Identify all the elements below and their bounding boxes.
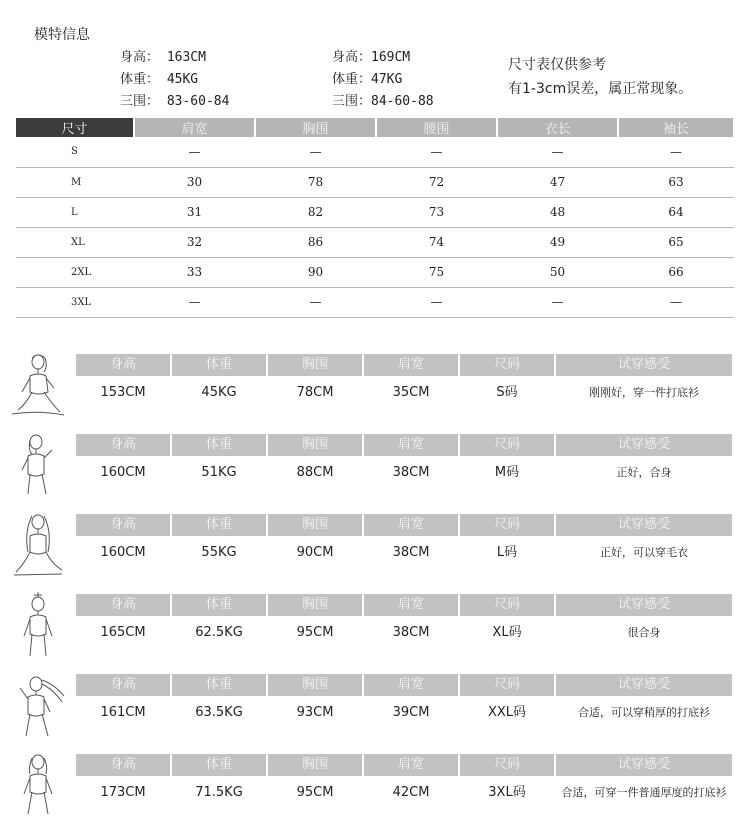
waist-cell: — [376,287,497,317]
model-figure-icon [8,432,68,498]
fit-values [76,540,734,566]
size-note-line1: 尺寸表仅供参考 [508,57,606,73]
shoulder-cell: 30 [134,167,255,197]
header-sleeve: 袖长 [618,118,734,137]
fit-header-chest: 胸围 [268,754,362,776]
header-waist: 腰围 [376,118,497,137]
sleeve-cell: — [618,137,734,167]
fit-weight: 71.5KG [195,785,243,800]
fit-header-feel: 试穿感受 [556,514,732,536]
waist-cell: 72 [376,167,497,197]
sleeve-cell: 66 [618,257,734,287]
fit-header-feel: 试穿感受 [556,594,732,616]
fit-header [76,434,734,456]
fit-header [76,514,734,536]
fit-chest: 90CM [296,545,334,560]
fit-block [0,430,750,502]
fit-shoulder: 38CM [392,625,430,640]
waist-cell: 73 [376,197,497,227]
fit-header-weight: 体重 [172,354,266,376]
model1-weight: 体重： 45KG [120,72,199,87]
size-cell: S [16,137,134,167]
fit-header-chest: 胸围 [268,354,362,376]
fit-header-height: 身高 [76,354,170,376]
fit-block [0,510,750,582]
fit-height: 160CM [100,465,146,480]
fit-values [76,780,734,806]
fit-feel: 刚刚好，穿一件打底衫 [589,386,699,399]
length-cell: — [497,287,618,317]
length-cell: 50 [497,257,618,287]
fit-header-chest: 胸围 [268,594,362,616]
fit-feel: 合适，可以穿稍厚的打底衫 [578,706,710,719]
model1-measurements: 三围： 83-60-84 [120,94,230,109]
model-figure-icon [8,672,68,738]
fit-header-size: 尺码 [460,754,554,776]
fit-weight: 63.5KG [195,705,243,720]
fit-values [76,700,734,726]
fit-header-size: 尺码 [460,354,554,376]
fit-header-shoulder: 肩宽 [364,754,458,776]
fit-feel: 正好，合身 [616,466,672,479]
fit-values [76,460,734,486]
shoulder-cell: — [134,137,255,167]
fit-header-feel: 试穿感受 [556,434,732,456]
size-table-header [16,118,734,137]
fit-header-size: 尺码 [460,594,554,616]
fit-height: 160CM [100,545,146,560]
size-cell: M [16,167,134,197]
fit-feel: 合适，可穿一件普通厚度的打底衫 [561,786,727,799]
fit-header-feel: 试穿感受 [556,354,732,376]
size-cell: 2XL [16,257,134,287]
fit-values [76,620,734,646]
fit-header-chest: 胸围 [268,514,362,536]
header-chest: 胸围 [255,118,376,137]
size-note-line2: 有1-3cm误差，属正常现象。 [508,81,693,97]
sleeve-cell: 63 [618,167,734,197]
fit-weight: 55KG [201,545,237,560]
fit-shoulder: 38CM [392,545,430,560]
model-figure-icon [8,752,68,818]
fit-header-shoulder: 肩宽 [364,434,458,456]
fit-feel: 很合身 [627,626,661,639]
fit-header-chest: 胸围 [268,434,362,456]
chest-cell: 90 [255,257,376,287]
fit-header-feel: 试穿感受 [556,754,732,776]
fit-header-height: 身高 [76,514,170,536]
fit-shoulder: 42CM [392,785,430,800]
fit-header-weight: 体重 [172,594,266,616]
fit-header [76,354,734,376]
fit-height: 173CM [100,785,146,800]
header-shoulder: 肩宽 [134,118,255,137]
fit-header-height: 身高 [76,594,170,616]
fit-header-shoulder: 肩宽 [364,514,458,536]
fit-size: XXL码 [487,705,527,720]
length-cell: 48 [497,197,618,227]
model-figure-icon [8,352,68,418]
size-cell: XL [16,227,134,257]
fit-header [76,754,734,776]
fit-shoulder: 39CM [392,705,430,720]
fit-header-chest: 胸围 [268,674,362,696]
length-cell: 49 [497,227,618,257]
model-figure-icon [8,592,68,658]
table-row [16,287,734,317]
length-cell: — [497,137,618,167]
fit-size: L码 [496,545,518,560]
model2-weight: 体重：47KG [332,72,403,87]
fit-height: 161CM [100,705,146,720]
fit-header-weight: 体重 [172,674,266,696]
fit-chest: 93CM [296,705,334,720]
fit-feel: 正好，可以穿毛衣 [600,546,688,559]
fit-header-feel: 试穿感受 [556,674,732,696]
shoulder-cell: 32 [134,227,255,257]
fit-height: 165CM [100,625,146,640]
fit-header-size: 尺码 [460,674,554,696]
model2-height: 身高：169CM [332,50,411,65]
fit-chest: 88CM [296,465,334,480]
fit-header [76,594,734,616]
fit-header-weight: 体重 [172,754,266,776]
fit-header-size: 尺码 [460,434,554,456]
fit-block [0,350,750,422]
fit-block [0,590,750,662]
fit-size: S码 [496,385,518,400]
header-length: 衣长 [497,118,618,137]
table-row [16,137,734,167]
chest-cell: — [255,287,376,317]
fit-header-shoulder: 肩宽 [364,354,458,376]
chest-cell: — [255,137,376,167]
fit-shoulder: 38CM [392,465,430,480]
waist-cell: 75 [376,257,497,287]
fit-weight: 51KG [201,465,237,480]
shoulder-cell: — [134,287,255,317]
fit-block [0,750,750,822]
model-figure-icon [8,512,68,578]
size-table [16,118,735,318]
model-info-title: 模特信息 [34,27,90,43]
chest-cell: 82 [255,197,376,227]
table-row [16,197,734,227]
chest-cell: 86 [255,227,376,257]
fit-height: 153CM [100,385,146,400]
sleeve-cell: 65 [618,227,734,257]
fit-chest: 95CM [296,625,334,640]
fit-shoulder: 35CM [392,385,430,400]
fit-header-height: 身高 [76,674,170,696]
length-cell: 47 [497,167,618,197]
size-cell: 3XL [16,287,134,317]
fit-size: M码 [494,465,520,480]
waist-cell: — [376,137,497,167]
chest-cell: 78 [255,167,376,197]
fit-header-weight: 体重 [172,514,266,536]
fit-size: XL码 [492,625,522,640]
fit-block [0,670,750,742]
table-row [16,227,734,257]
model2-measurements: 三围：84-60-88 [332,94,434,109]
fit-values [76,380,734,406]
fit-weight: 62.5KG [195,625,243,640]
fit-header-height: 身高 [76,754,170,776]
sleeve-cell: — [618,287,734,317]
model1-height: 身高： 163CM [120,50,206,65]
shoulder-cell: 31 [134,197,255,227]
shoulder-cell: 33 [134,257,255,287]
waist-cell: 74 [376,227,497,257]
fit-weight: 45KG [201,385,237,400]
fit-header-size: 尺码 [460,514,554,536]
table-row [16,257,734,287]
header-size: 尺寸 [16,118,134,137]
fit-chest: 78CM [296,385,334,400]
sleeve-cell: 64 [618,197,734,227]
size-cell: L [16,197,134,227]
fit-header-shoulder: 肩宽 [364,594,458,616]
fit-chest: 95CM [296,785,334,800]
table-row [16,167,734,197]
fit-header [76,674,734,696]
fit-header-shoulder: 肩宽 [364,674,458,696]
fit-header-height: 身高 [76,434,170,456]
fit-size: 3XL码 [488,785,526,800]
fit-header-weight: 体重 [172,434,266,456]
